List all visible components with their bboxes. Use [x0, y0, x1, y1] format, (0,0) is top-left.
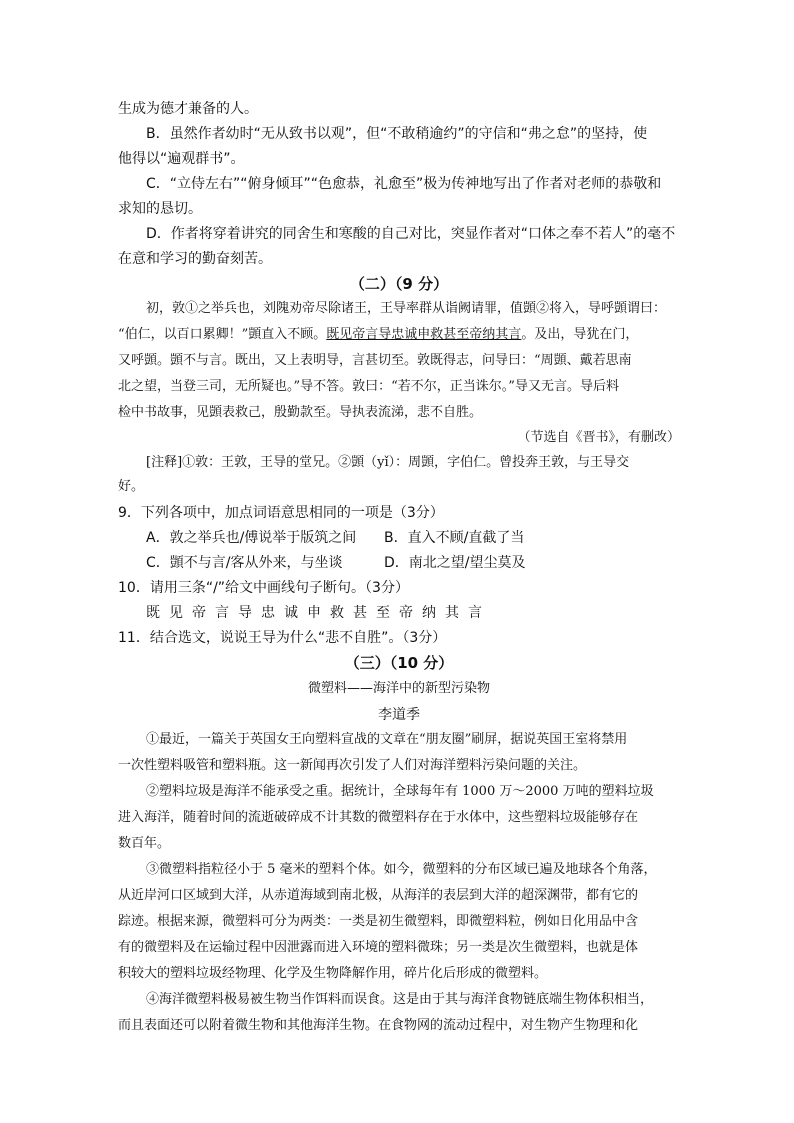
- option-b: B．虽然作者幼时“无从致书以观”，但“不敢稍逾约”的守信和“弗之怠”的坚持，使: [146, 126, 648, 142]
- article-line: 从近岸河口区域到大洋，从赤道海域到南北极，从海洋的表层到大洋的超深渊带，都有它的: [118, 888, 639, 903]
- prev-text-line: 生成为德才兼备的人。: [118, 101, 258, 117]
- article-line: 积较大的塑料垃圾经物理、化学及生物降解作用，碎片化后形成的微塑料。: [118, 966, 548, 981]
- note-line: [注释]①敦：王敦，王导的堂兄。②顗（yǐ）：周顗，字伯仁。曾投奔王敦，与王导交: [146, 455, 630, 470]
- article-line: ④海洋微塑料极易被生物当作饵料而误食。这是由于其与海洋食物链底端生物体积相当，: [146, 992, 654, 1007]
- q9-option-d: D．南北之望/望尘莫及: [384, 555, 526, 571]
- question-11: 11．结合选文，说说王导为什么“悲不自胜”。（3分）: [118, 630, 447, 646]
- passage-source: （节选自《晋书》，有删改）: [517, 430, 680, 445]
- article-line: ③微塑料指粒径小于 5 毫米的塑料个体。如今，微塑料的分布区域已遍及地球各个角落，: [146, 862, 657, 877]
- passage-text: 。及出，导犹在门，: [521, 327, 639, 342]
- option-c: C．“立侍左右”“俯身倾耳”“色愈恭，礼愈至”极为传神地写出了作者对老师的恭敬和: [146, 176, 662, 192]
- article-title: 微塑料——海洋中的新型污染物: [307, 681, 490, 696]
- question-10: 10．请用三条“/”给文中画线句子断句。（3分）: [118, 580, 409, 596]
- article-line: 一次性塑料吸管和塑料瓶。这一新闻再次引发了人们对海洋塑料污染问题的关注。: [118, 758, 587, 773]
- article-line: 而且表面还可以附着微生物和其他海洋生物。在食物网的流动过程中，对生物产生物理和化: [118, 1018, 639, 1033]
- option-d: D．作者将穿着讲究的同舍生和寒酸的自己对比，突显作者对“口体之奉不若人”的毫不: [146, 226, 676, 242]
- q9-option-b: B．直入不顾/直截了当: [384, 530, 525, 546]
- article-line: 进入海洋，随着时间的流逝破碎成不计其数的微塑料存在于水体中，这些塑料垃圾能够存在: [118, 810, 639, 825]
- passage-text: “伯仁，以百口累卿！”顗直入不顾。: [118, 327, 327, 342]
- article-line: 踪迹。根据来源，微塑料可分为两类：一类是初生微塑料，即微塑料粒，例如日化用品中含: [118, 914, 639, 929]
- note-line-cont: 好。: [118, 479, 145, 494]
- passage-line: 又呼顗。顗不与言。既出，又上表明导，言甚切至。敦既得志，问导曰：“周顗、戴若思南: [118, 353, 632, 368]
- article-line: ②塑料垃圾是海洋不能承受之重。据统计，全球每年有 1000 万～2000 万吨的塑料垃圾: [146, 784, 654, 799]
- passage-line: 初，敦①之举兵也，刘隗劝帝尽除诸王，王导率群从诣阙请罪，值顗②将入，导呼顗谓曰：: [146, 301, 667, 316]
- section-3-title: （三）（10 分）: [344, 654, 454, 672]
- passage-line: 检中书故事，见顗表救己，殷勤款至。导执表流涕，悲不自胜。: [118, 405, 483, 420]
- question-9: 9．下列各项中，加点词语意思相同的一项是（3分）: [118, 505, 444, 521]
- option-b-cont: 他得以“遍观群书”。: [118, 151, 245, 167]
- article-line: 有的微塑料及在运输过程中因泄露而进入环境的塑料微珠；另一类是次生微塑料，也就是体: [118, 940, 639, 955]
- article-line: 数百年。: [118, 836, 171, 851]
- underlined-sentence: 既见帝言导忠诚申救甚至帝纳其言: [326, 327, 522, 342]
- q9-option-a: A．敦之举兵也/傅说举于版筑之间: [146, 530, 357, 546]
- q10-sentence: 既见帝言导忠诚申救甚至帝纳其言: [146, 605, 491, 621]
- option-d-cont: 在意和学习的勤奋刻苦。: [118, 251, 272, 267]
- article-line: ①最近，一篇关于英国女王向塑料宣战的文章在“朋友圈”刷屏，据说英国王室将禁用: [146, 732, 628, 747]
- option-c-cont: 求知的恳切。: [118, 201, 202, 217]
- q9-option-c: C．顗不与言/客从外来，与坐谈: [146, 555, 343, 571]
- article-author: 李道季: [378, 707, 420, 723]
- passage-line-underlined: [118, 325, 680, 345]
- section-2-title: （二）（9 分）: [349, 275, 449, 293]
- passage-line: 北之望，当登三司，无所疑也。”导不答。敦曰：“若不尔，正当诛尔。”导又无言。导后料: [118, 379, 619, 394]
